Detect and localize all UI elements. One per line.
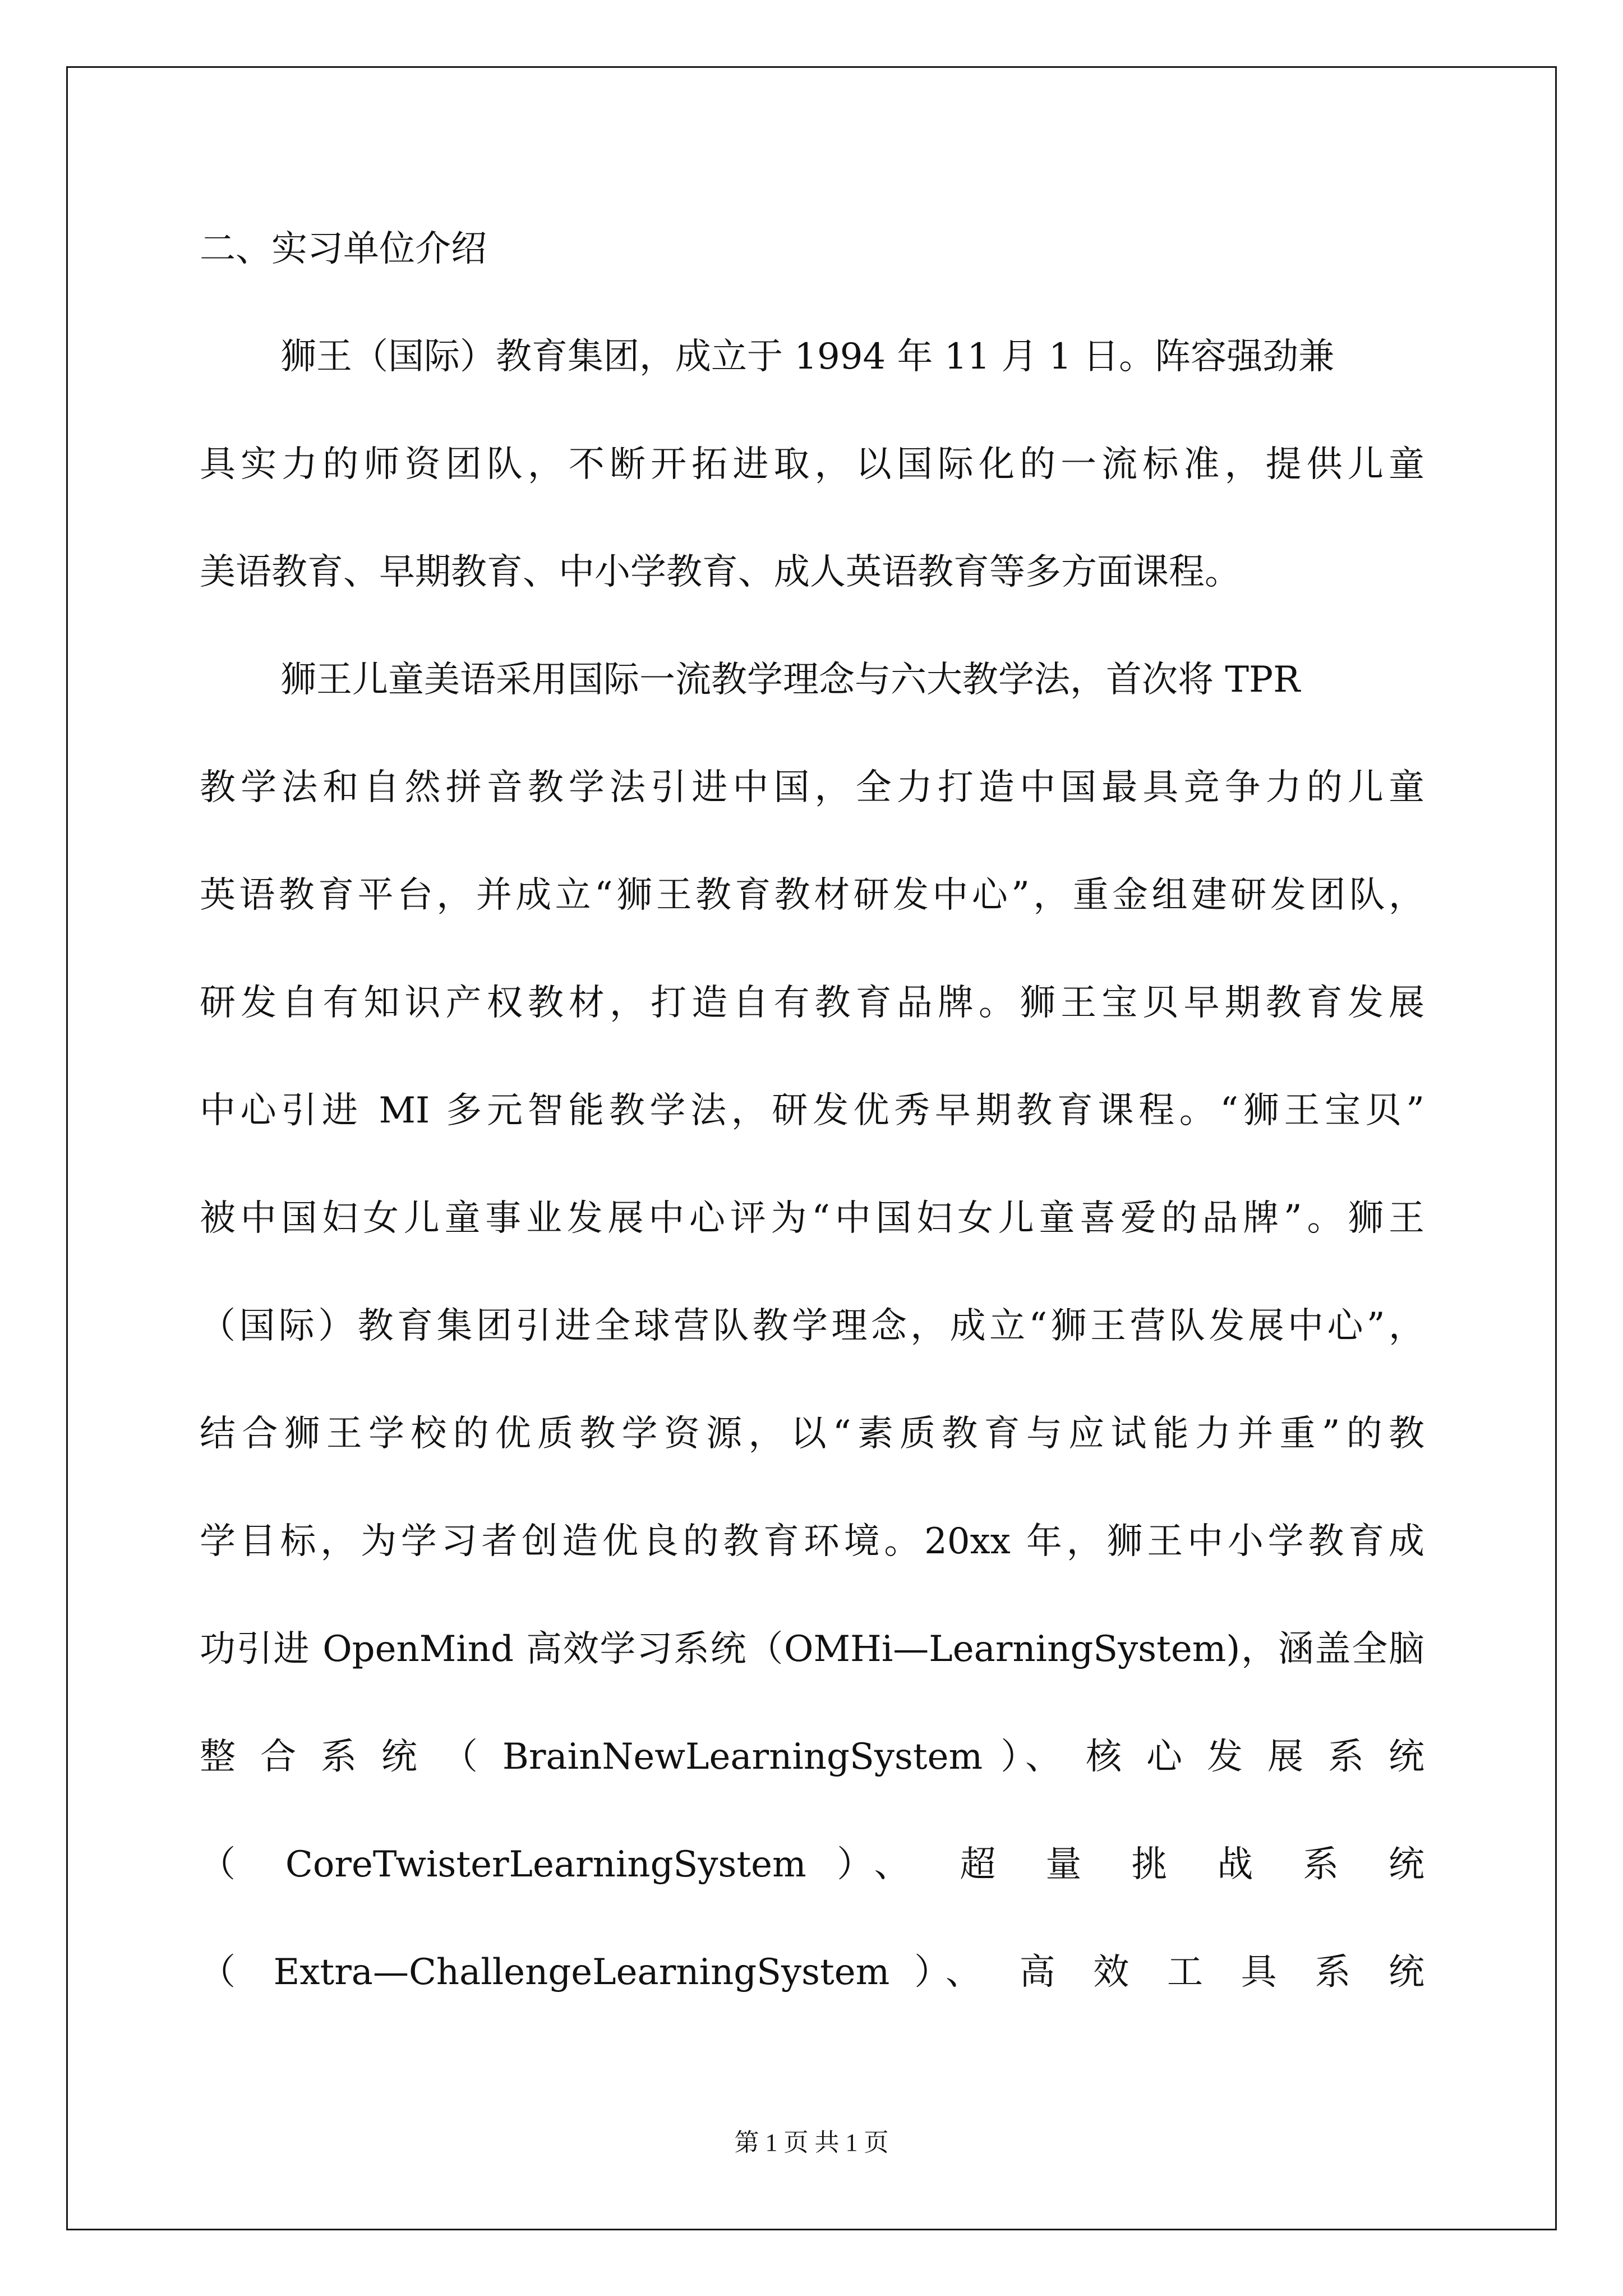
page-border <box>66 66 1557 2230</box>
paragraph-2-line-13: （ Extra—ChallengeLearningSystem ）、 高 效 工 具 系 统 <box>200 1952 1424 1993</box>
paragraph-1-line-3: 美语教育、早期教育、中小学教育、成人英语教育等多方面课程。 <box>200 551 1241 593</box>
paragraph-1-line-1: 狮王（国际）教育集团，成立于 1994 年 11 月 1 日。阵容强劲兼 <box>280 336 1335 378</box>
paragraph-1-line-2: 具实力的师资团队，不断开拓进取，以国际化的一流标准，提供儿童 <box>200 444 1424 485</box>
paragraph-2-line-2: 教学法和自然拼音教学法引进中国，全力打造中国最具竞争力的儿童 <box>200 767 1424 808</box>
paragraph-2-line-5: 中心引进 MI 多元智能教学法，研发优秀早期教育课程。“狮王宝贝” <box>200 1090 1424 1131</box>
paragraph-2-line-12: （ CoreTwisterLearningSystem ）、 超 量 挑 战 系 统 <box>200 1844 1424 1885</box>
paragraph-2-line-10: 功引进 OpenMind 高效学习系统（OMHi—LearningSystem)，涵盖全脑 <box>200 1628 1424 1670</box>
paragraph-2-line-11: 整 合 系 统 （ BrainNewLearningSystem ）、 核 心 发 展 系 统 <box>200 1736 1424 1778</box>
paragraph-2-line-4: 研发自有知识产权教材，打造自有教育品牌。狮王宝贝早期教育发展 <box>200 982 1424 1024</box>
paragraph-2-line-6: 被中国妇女儿童事业发展中心评为“中国妇女儿童喜爱的品牌”。狮王 <box>200 1198 1424 1239</box>
section-heading: 二、实习单位介绍 <box>200 228 487 270</box>
paragraph-2-line-3: 英语教育平台，并成立“狮王教育教材研发中心”，重金组建研发团队， <box>200 875 1424 916</box>
paragraph-2-line-7: （国际）教育集团引进全球营队教学理念，成立“狮王营队发展中心”， <box>200 1305 1424 1347</box>
paragraph-2-line-9: 学目标，为学习者创造优良的教育环境。20xx 年，狮王中小学教育成 <box>200 1521 1424 1562</box>
paragraph-2-line-8: 结合狮王学校的优质教学资源，以“素质教育与应试能力并重”的教 <box>200 1413 1424 1455</box>
paragraph-2-line-1: 狮王儿童美语采用国际一流教学理念与六大教学法，首次将 TPR <box>280 659 1301 701</box>
page-number-footer: 第 1 页 共 1 页 <box>734 2129 889 2156</box>
